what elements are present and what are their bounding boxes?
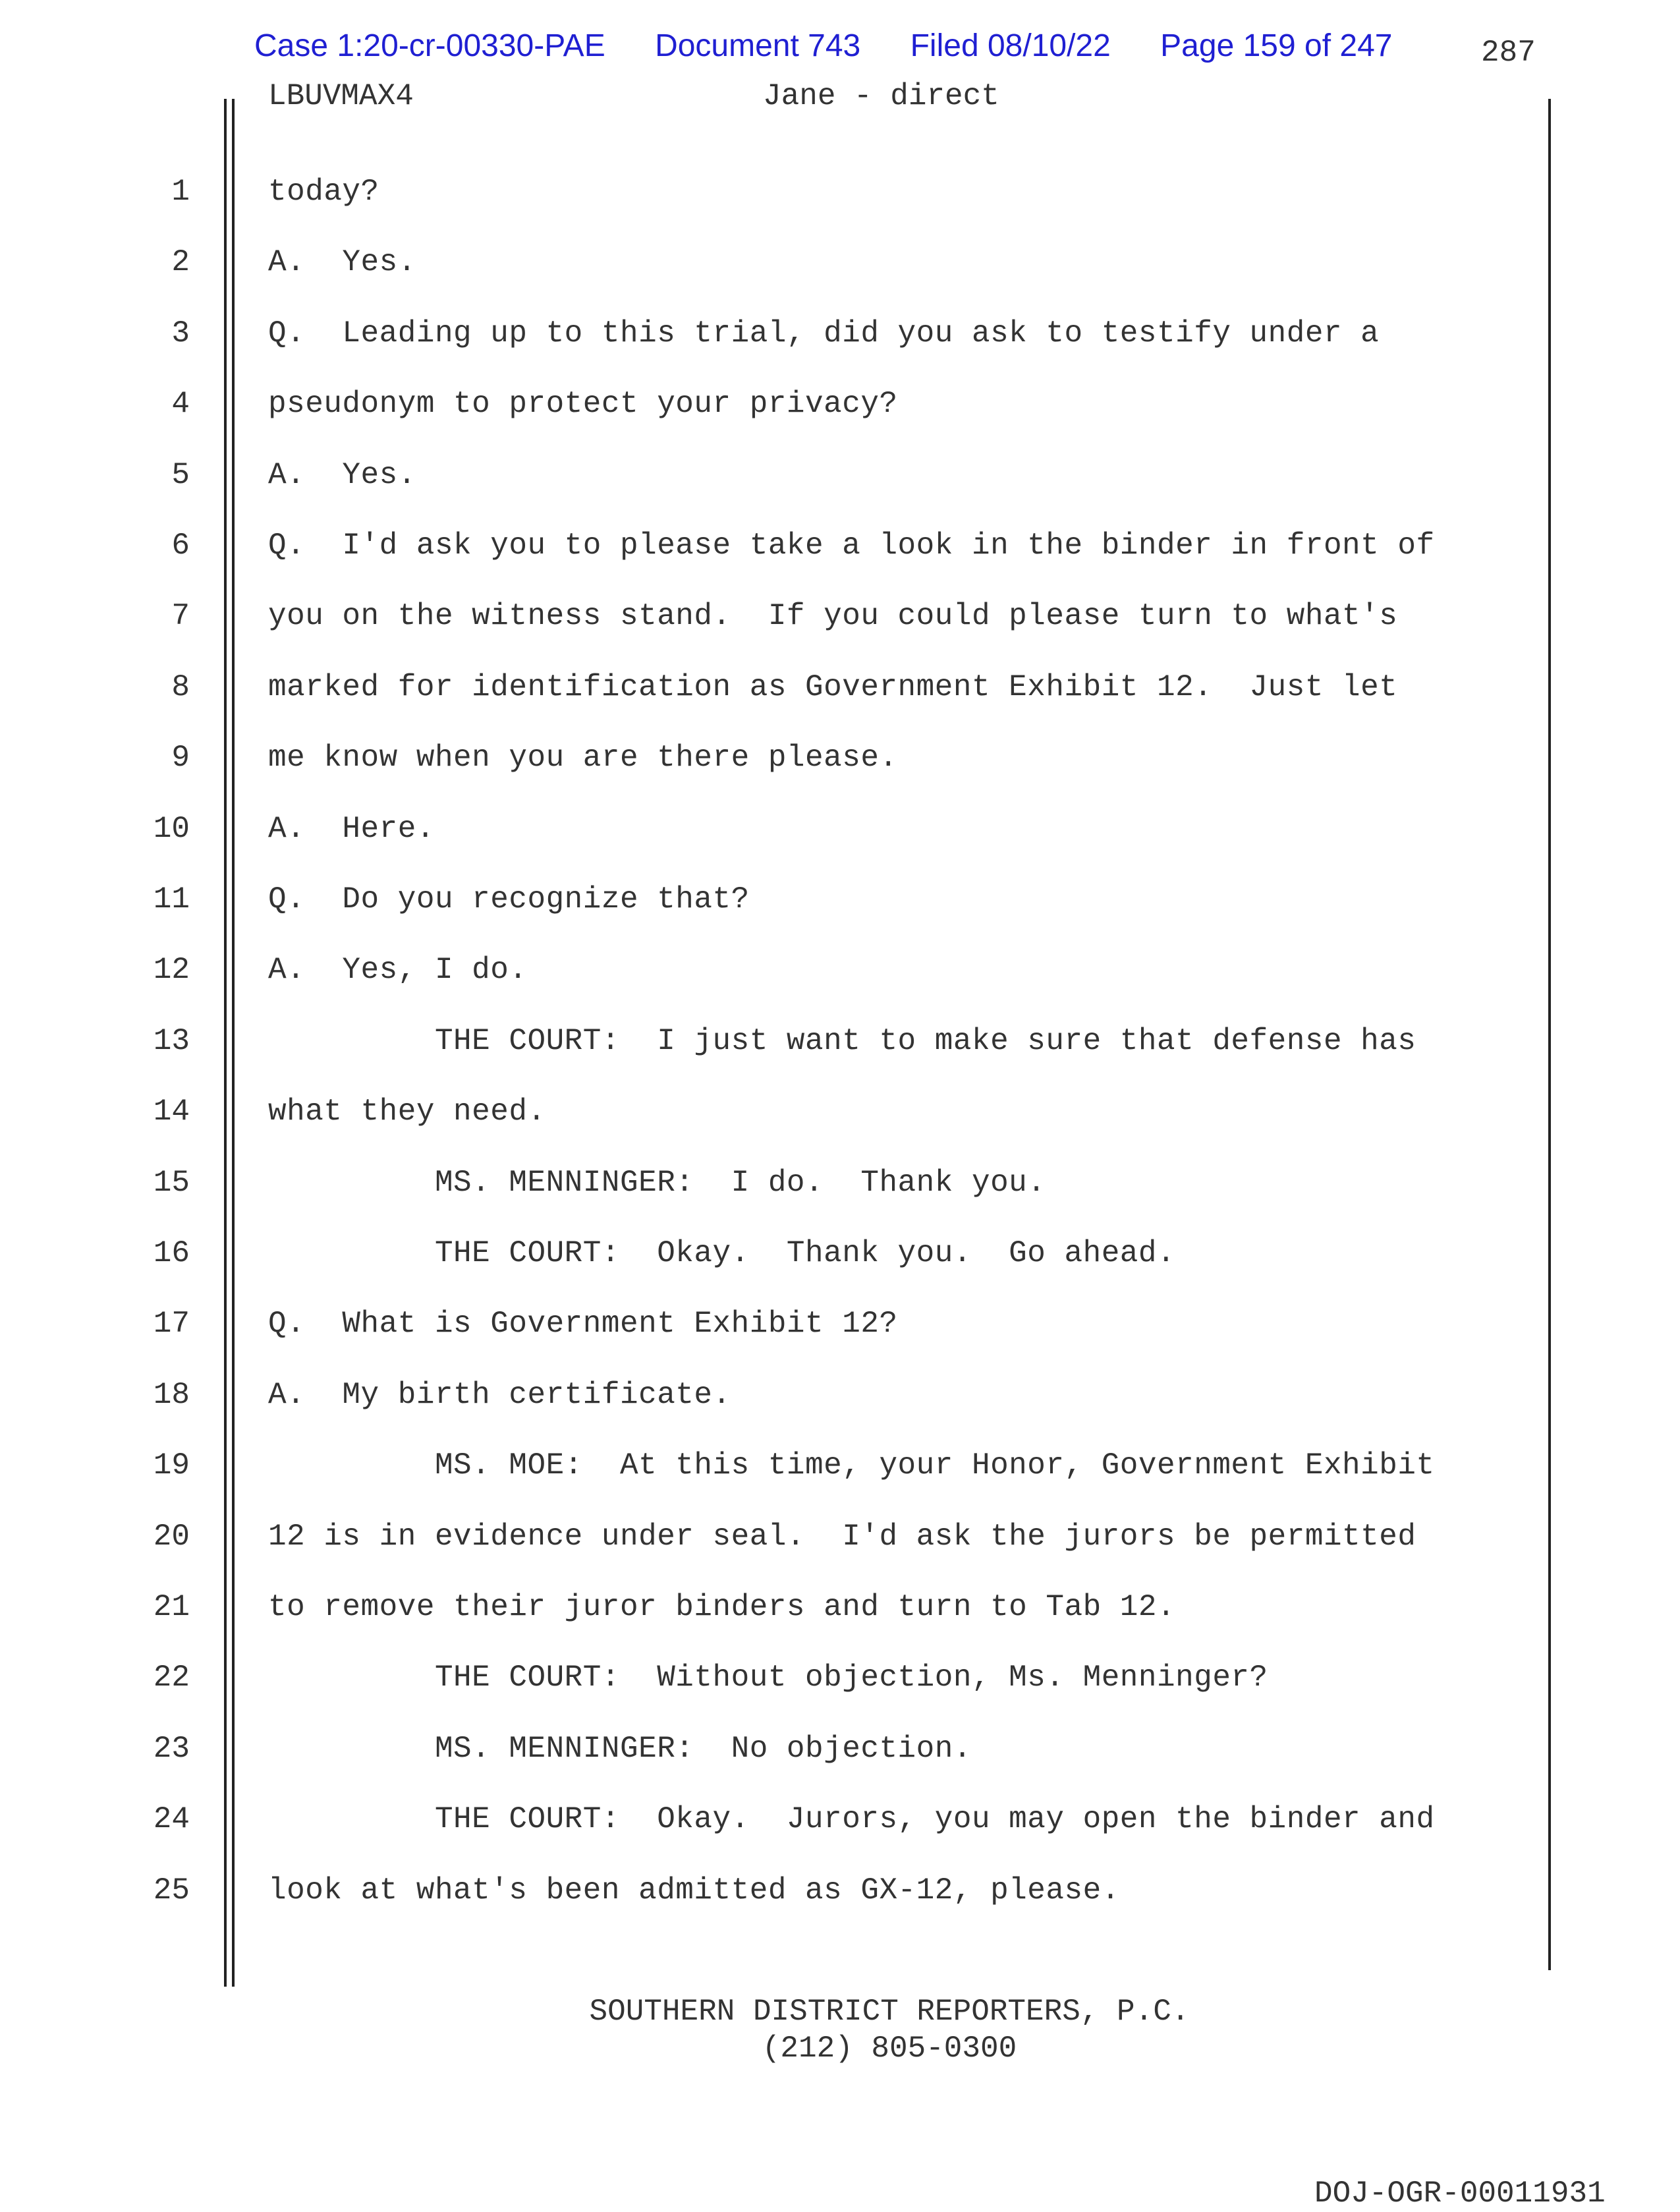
transcript-line: THE COURT: Okay. Thank you. Go ahead. [268, 1236, 1176, 1270]
line-number: 8 [171, 670, 190, 704]
line-number: 2 [171, 245, 190, 279]
line-number: 6 [171, 528, 190, 563]
case-number: Case 1:20-cr-00330-PAE [254, 28, 605, 63]
line-number: 7 [171, 599, 190, 633]
transcript-line: MS. MENNINGER: I do. Thank you. [268, 1166, 1046, 1200]
line-number: 22 [153, 1660, 190, 1695]
line-number: 21 [153, 1590, 190, 1624]
transcript-line: A. Yes. [268, 458, 416, 492]
transcript-line: A. Yes. [268, 245, 416, 279]
transcript-line: Q. What is Government Exhibit 12? [268, 1307, 898, 1341]
filing-header [254, 28, 1392, 64]
line-number: 20 [153, 1519, 190, 1554]
line-number: 4 [171, 387, 190, 421]
reporter-name: SOUTHERN DISTRICT REPORTERS, P.C. [589, 1995, 1190, 2029]
line-number: 11 [153, 882, 190, 917]
left-margin-rule-inner [232, 99, 235, 1987]
page-of-total: Page 159 of 247 [1160, 28, 1393, 63]
transcript-line: what they need. [268, 1094, 546, 1129]
running-header-code: LBUVMAX4 [268, 79, 414, 113]
line-number: 10 [153, 812, 190, 846]
left-margin-rule-outer [224, 99, 227, 1987]
transcript-line: THE COURT: Okay. Jurors, you may open the binder and [268, 1802, 1435, 1836]
page-footer [0, 1993, 1680, 2067]
transcript-line: today? [268, 175, 379, 209]
line-number: 23 [153, 1732, 190, 1766]
line-number: 5 [171, 458, 190, 492]
line-number: 12 [153, 953, 190, 987]
transcript-line: Q. Leading up to this trial, did you ask to testify under a [268, 316, 1380, 351]
transcript-line: THE COURT: I just want to make sure that defense has [268, 1024, 1416, 1058]
line-number: 3 [171, 316, 190, 351]
line-number: 14 [153, 1094, 190, 1129]
transcript-page-number: 287 [1481, 36, 1536, 70]
line-number: 9 [171, 741, 190, 775]
line-number: 16 [153, 1236, 190, 1270]
transcript-line: MS. MOE: At this time, your Honor, Government Exhibit [268, 1448, 1435, 1483]
line-number: 17 [153, 1307, 190, 1341]
line-number: 18 [153, 1378, 190, 1412]
transcript-line: pseudonym to protect your privacy? [268, 387, 898, 421]
line-number: 24 [153, 1802, 190, 1836]
transcript-line: to remove their juror binders and turn to Tab 12. [268, 1590, 1176, 1624]
transcript-line: you on the witness stand. If you could please turn to what's [268, 599, 1398, 633]
line-number: 1 [171, 175, 190, 209]
transcript-line: A. Yes, I do. [268, 953, 528, 987]
line-number: 19 [153, 1448, 190, 1483]
transcript-line: look at what's been admitted as GX-12, please. [268, 1873, 1120, 1908]
right-margin-rule [1548, 99, 1551, 1970]
transcript-line: marked for identification as Government Exhibit 12. Just let [268, 670, 1398, 704]
line-number: 15 [153, 1166, 190, 1200]
document-number: Document 743 [655, 28, 861, 63]
line-number: 25 [153, 1873, 190, 1908]
transcript-line: A. My birth certificate. [268, 1378, 731, 1412]
filed-date: Filed 08/10/22 [910, 28, 1111, 63]
transcript-line: Q. I'd ask you to please take a look in the binder in front of [268, 528, 1435, 563]
transcript-line: MS. MENNINGER: No objection. [268, 1732, 972, 1766]
transcript-line: Q. Do you recognize that? [268, 882, 750, 917]
transcript-line: THE COURT: Without objection, Ms. Menninger? [268, 1660, 1268, 1695]
reporter-phone: (212) 805-0300 [762, 2031, 1017, 2066]
transcript-line: me know when you are there please. [268, 741, 898, 775]
transcript-line: 12 is in evidence under seal. I'd ask the jurors be permitted [268, 1519, 1416, 1554]
bates-number: DOJ-OGR-00011931 [1314, 2176, 1606, 2211]
running-header-witness: Jane - direct [763, 79, 999, 113]
transcript-line: A. Here. [268, 812, 435, 846]
line-number: 13 [153, 1024, 190, 1058]
